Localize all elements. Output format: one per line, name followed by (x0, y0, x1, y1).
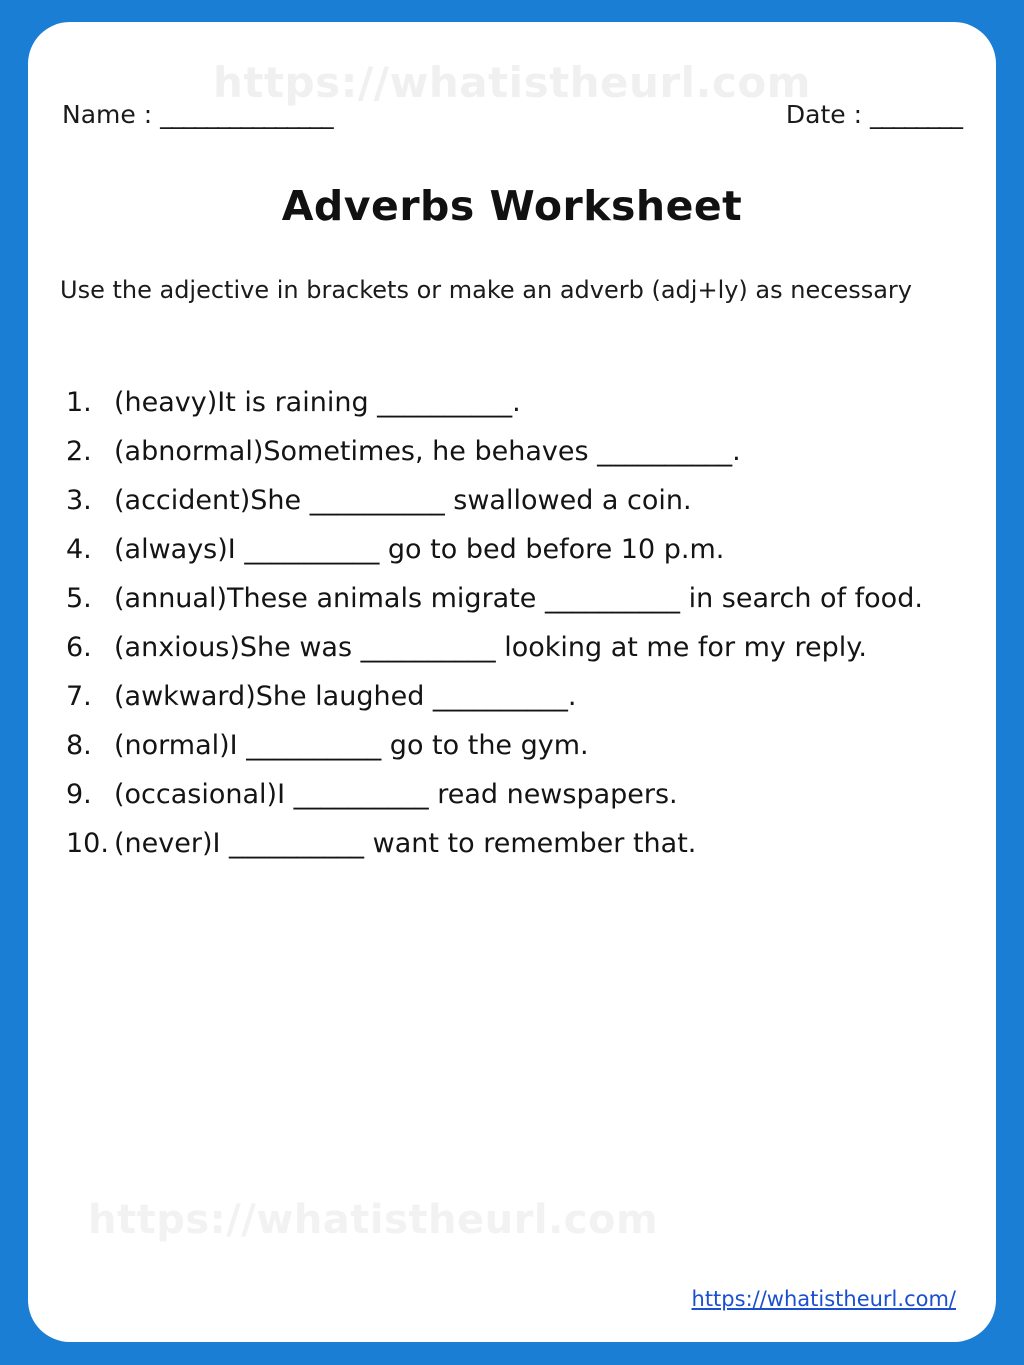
list-item (60, 823, 965, 864)
question-text[interactable]: (always)I __________ go to bed before 10 p.m. (114, 534, 725, 566)
question-number: 8. (66, 730, 92, 762)
worksheet-page (28, 22, 996, 1342)
list-item (60, 774, 965, 815)
list-item (60, 431, 965, 472)
question-number: 3. (66, 485, 92, 517)
name-field (62, 100, 333, 129)
question-text[interactable]: (never)I __________ want to remember that. (114, 828, 697, 860)
question-text[interactable]: (heavy)It is raining __________. (114, 387, 521, 418)
question-number: 9. (66, 779, 92, 811)
question-text[interactable]: (accident)She __________ swallowed a coin. (114, 485, 692, 517)
list-item (60, 529, 965, 570)
list-item (60, 627, 965, 668)
question-number: 10. (66, 828, 109, 860)
question-list (60, 382, 965, 872)
watermark-top: https://whatistheurl.com (212, 58, 812, 107)
instructions-text: Use the adjective in brackets or make an adverb (adj+ly) as necessary (60, 276, 912, 304)
list-item (60, 725, 965, 766)
watermark-bottom: https://whatistheurl.com (88, 1197, 659, 1243)
question-number: 4. (66, 534, 92, 566)
name-blank[interactable]: _______________ (160, 100, 333, 129)
question-number: 1. (66, 387, 92, 418)
footer-link[interactable]: https://whatistheurl.com/ (691, 1287, 956, 1311)
date-blank[interactable]: ________ (870, 100, 962, 129)
list-item (60, 676, 965, 717)
question-number: 5. (66, 583, 92, 615)
question-number: 6. (66, 632, 92, 664)
name-date-row (62, 100, 962, 129)
question-number: 7. (66, 681, 92, 713)
list-item (60, 578, 965, 619)
question-text[interactable]: (abnormal)Sometimes, he behaves __________. (114, 436, 741, 468)
name-label: Name : (62, 100, 153, 129)
date-label: Date : (785, 100, 863, 129)
question-text[interactable]: (normal)I __________ go to the gym. (114, 730, 589, 762)
list-item (60, 382, 965, 423)
question-text[interactable]: (awkward)She laughed __________. (114, 681, 577, 713)
question-number: 2. (66, 436, 92, 468)
question-text[interactable]: (anxious)She was __________ looking at me for my reply. (114, 632, 867, 664)
date-field (786, 100, 962, 129)
page-title: Adverbs Worksheet (281, 182, 743, 230)
list-item (60, 480, 965, 521)
question-text[interactable]: (occasional)I __________ read newspapers. (114, 779, 678, 811)
question-text[interactable]: (annual)These animals migrate __________ in search of food. (114, 583, 923, 615)
